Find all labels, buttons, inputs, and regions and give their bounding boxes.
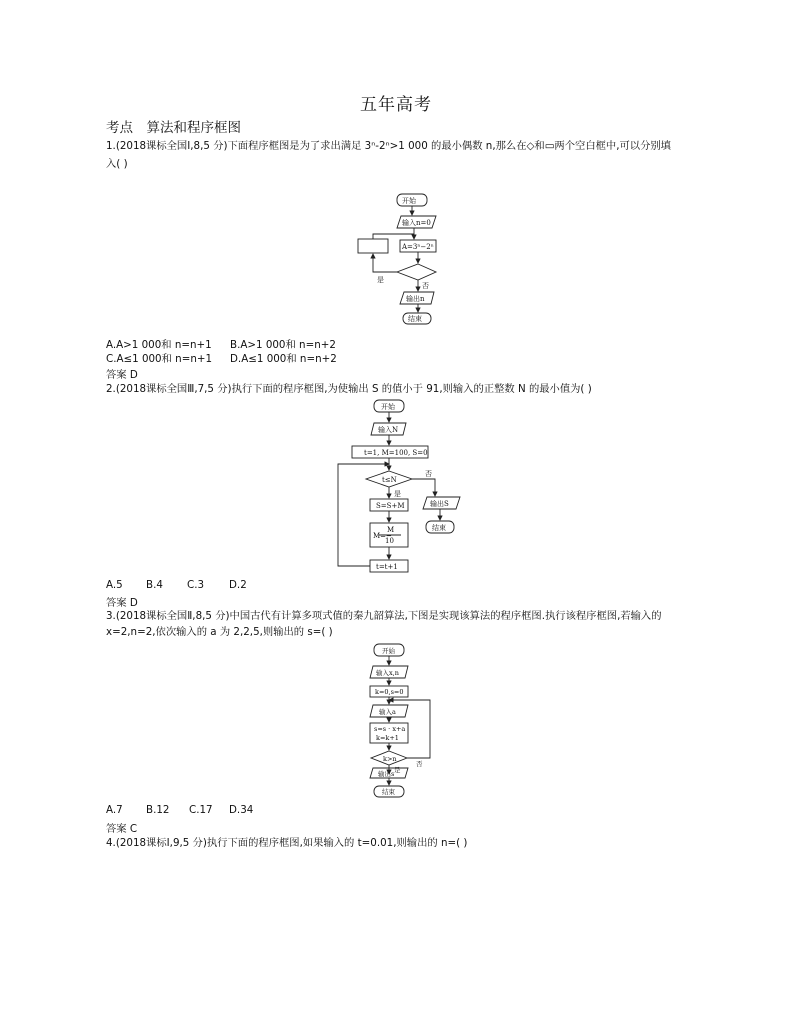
q2-no-label: 否 — [425, 470, 432, 478]
q2-option-c: C.3 — [187, 579, 205, 591]
q1-end-label: 结束 — [408, 315, 422, 323]
q1-stem-line1: 1.(2018课标全国Ⅰ,8,5 分)下面程序框图是为了求出满足 3ⁿ-2ⁿ>1 000 的最小偶数 n,那么在◇和▭两个空白框中,可以分别填 — [106, 140, 671, 152]
q1-blank-box — [358, 239, 388, 253]
q2-m-label: M=− — [373, 532, 392, 540]
q2-option-a: A.5 — [106, 579, 123, 591]
q2-start-label: 开始 — [381, 403, 395, 411]
q1-option-c: C.A≤1 000和 n=n+1 — [106, 353, 213, 365]
page-title: 五年高考 — [360, 95, 432, 115]
q2-cond-label: t≤N — [382, 476, 397, 484]
q3-calc-label-2: k=k+1 — [376, 734, 399, 742]
q1-decision-diamond — [397, 264, 436, 280]
q2-answer: 答案 D — [106, 597, 138, 609]
q1-option-a: A.A>1 000和 n=n+1 — [106, 339, 212, 351]
section-heading: 考点 算法和程序框图 — [106, 120, 241, 136]
q2-sum-label: S=S+M — [376, 502, 405, 510]
q1-assign-label: A=3ⁿ−2ⁿ — [402, 243, 434, 251]
q3-option-c: C.17 — [189, 804, 213, 816]
q3-input-label: 输入x,n — [376, 669, 399, 677]
q3-option-d: D.34 — [229, 804, 254, 816]
q1-option-d: D.A≤1 000和 n=n+2 — [230, 353, 337, 365]
q2-m-numerator: M — [387, 526, 395, 534]
q3-flowchart — [340, 640, 460, 798]
q2-output-label: 输出S — [430, 500, 449, 508]
q1-answer: 答案 D — [106, 369, 138, 381]
q1-stem-line2: 入( ) — [106, 158, 128, 170]
q1-yes-label: 是 — [377, 276, 384, 284]
q1-flowchart — [340, 190, 460, 326]
q2-init-label: t=1, M=100, S=0 — [364, 449, 428, 457]
q3-answer: 答案 C — [106, 823, 138, 835]
q1-option-b: B.A>1 000和 n=n+2 — [230, 339, 336, 351]
q3-stem-line2: x=2,n=2,依次输入的 a 为 2,2,5,则输出的 s=( ) — [106, 626, 333, 638]
q2-option-d: D.2 — [229, 579, 247, 591]
q3-stem-line1: 3.(2018课标全国Ⅱ,8,5 分)中国古代有计算多项式值的秦九韶算法,下图是实现该算法的程序框图.执行该程序框图,若输入的 — [106, 610, 662, 622]
q3-calc-label-1: s=s · x+a — [374, 725, 406, 733]
q2-stem-line1: 2.(2018课标全国Ⅲ,7,5 分)执行下面的程序框图,为使输出 S 的值小于 91,则输入的正整数 N 的最小值为( ) — [106, 383, 592, 395]
q2-input-label: 输入N — [378, 426, 399, 434]
q1-output-label: 输出n — [406, 295, 425, 303]
q2-flowchart — [330, 396, 480, 576]
q1-no-label: 否 — [422, 282, 429, 290]
q3-cond-label: k>n — [383, 755, 397, 763]
q3-end-label: 结束 — [382, 788, 395, 796]
q1-input-label: 输入n=0 — [402, 219, 431, 227]
q2-end-label: 结束 — [432, 524, 446, 532]
q3-option-a: A.7 — [106, 804, 123, 816]
q3-output-label: 输出s — [378, 770, 395, 778]
q3-yes-label: 是 — [394, 766, 401, 774]
q1-start-label: 开始 — [402, 197, 416, 205]
q4-stem-line1: 4.(2018课标Ⅰ,9,5 分)执行下面的程序框图,如果输入的 t=0.01,则输出的 n=( ) — [106, 837, 468, 849]
q3-no-label: 否 — [416, 760, 423, 768]
q3-input-a-label: 输入a — [379, 708, 396, 716]
q3-init-label: k=0,s=0 — [375, 688, 404, 696]
q3-option-b: B.12 — [146, 804, 170, 816]
q2-t-label: t=t+1 — [376, 563, 398, 571]
q2-option-b: B.4 — [146, 579, 163, 591]
q2-yes-label: 是 — [394, 490, 401, 498]
q3-start-label: 开始 — [382, 647, 395, 655]
q2-m-denominator: 10 — [385, 537, 394, 545]
